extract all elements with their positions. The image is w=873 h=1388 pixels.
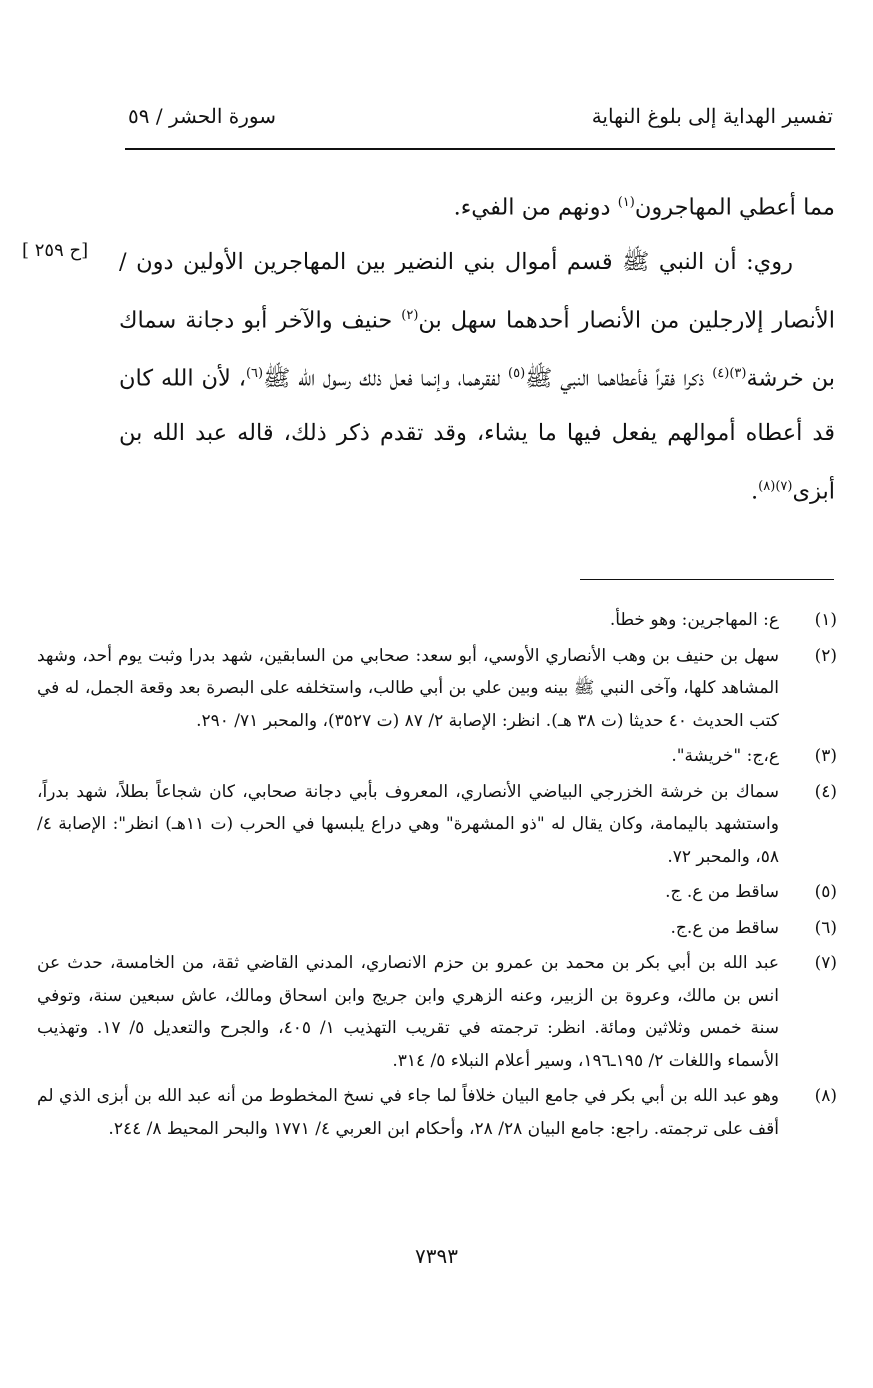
footnote-ref-2: (٢) <box>401 307 419 323</box>
footnote-item <box>37 776 837 874</box>
paragraph-1 <box>119 176 835 235</box>
text-run: ذكرا فقراً فأعطاهما النبي ﷺ <box>525 365 713 392</box>
text-run: ، لأن الله كان قد أعطاه أموالهم يفعل فيها ما يشاء، وقد تقدم ذكر ذلك، قاله عبد الله بن أبزى <box>119 365 835 504</box>
footnote-ref-8: (٨) <box>758 478 776 494</box>
footnote-number: (٨) <box>814 1086 837 1106</box>
text-run: مما أعطي المهاجرون <box>634 194 835 221</box>
footnote-text: سماك بن خرشة الخزرجي البياضي الأنصاري، المعروف بأبي دجانة صحابي، كان شجاعاً بطلاً، شهد بدراً، واستشهد باليمامة، وكان يقال له "ذو المشهرة" وهي دراع يلبسها في الحرب (ت ١١هـ) انظر": الإصابة ٤/ ٥٨، والمحبر ٧٢. <box>37 781 779 867</box>
footnote-number: (١) <box>814 610 837 630</box>
footnote-text: ساقط من ع. ج. <box>665 882 779 902</box>
footnote-text: ع،ج: "خريشة". <box>671 746 779 766</box>
footnote-item <box>37 740 837 773</box>
footnote-item <box>37 947 837 1077</box>
footnote-number: (٣) <box>814 746 837 766</box>
main-text <box>119 176 835 518</box>
footnote-number: (٦) <box>814 917 837 938</box>
text-run: لفقرهما، وإنما فعل ذلك رسول الله ﷺ <box>263 365 509 392</box>
footnote-number: (٧) <box>814 953 837 973</box>
footnote-ref-3: (٣) <box>729 366 747 381</box>
text-run: دونهم من الفيء. <box>453 194 618 221</box>
footnote-text: ساقط من ع.ج. <box>670 917 779 938</box>
text-run: حنيف والآخر أبو دجانة سماك بن خرشة <box>119 307 835 392</box>
footnote-item <box>37 912 837 945</box>
footnote-ref-4: (٤) <box>712 366 730 381</box>
footnotes-section <box>37 604 837 1148</box>
footnote-number: (٥) <box>814 882 837 902</box>
text-run: . <box>751 478 759 504</box>
paragraph-2 <box>119 235 835 519</box>
running-header-book-title: تفسير الهداية إلى بلوغ النهاية <box>591 104 833 128</box>
manuscript-margin-reference: [ح ٢٥٩ ] <box>22 240 89 261</box>
footnote-item <box>37 604 837 637</box>
text-run: روي: أن النبي ﷺ قسم أموال بني النضير بين المهاجرين الأولين دون / الأنصار إلارجلين من الأنصار أحدهما سهل بن <box>119 248 835 333</box>
footnote-ref-6: (٦) <box>245 366 264 381</box>
running-header-surah-page: سورة الحشر / ٥٩ <box>128 104 276 128</box>
footnote-text: ع: المهاجرين: وهو خطأ. <box>609 610 779 630</box>
footnote-item <box>37 640 837 738</box>
footnote-divider <box>580 579 834 580</box>
footnote-item <box>37 1080 837 1145</box>
page-number: ٧٣٩٣ <box>415 1244 458 1268</box>
footnote-number: (٤) <box>814 781 837 802</box>
footnote-text: عبد الله بن أبي بكر بن محمد بن عمرو بن حزم الانصاري، المدني القاضي ثقة، من الخامسة، حدث عن انس بن مالك، وعروة بن الزبير، وعنه الزهري وابن جريج وابن اسحاق ومالك، عاش سبعين سنة، وتوفي سنة خمس وثلاثين ومائة. انظر: ترجمته في تقريب التهذيب ١/ ٤٠٥، والجرح والتعديل ٥/ ١٧. وتهذيب الأسماء واللغات ٢/ ١٩٥ـ١٩٦، وسير أعلام النبلاء ٥/ ٣١٤. <box>37 953 779 1071</box>
footnote-item <box>37 876 837 909</box>
footnote-number: (٢) <box>814 645 837 666</box>
footnote-ref-5: (٥) <box>508 366 526 381</box>
footnote-text: سهل بن حنيف بن وهب الأنصاري الأوسي، أبو سعد: صحابي من السابقين، شهد بدرا وثبت يوم أحد، وشهد المشاهد كلها، وآخى النبي ﷺ بينه وبين علي بن أبي طالب، واستخلفه على البصرة بعد وقعة الجمل، له في كتب الحديث ٤٠ حديثا (ت ٣٨ هـ). انظر: الإصابة ٢/ ٨٧ (ت ٣٥٢٧)، والمحبر ٧١/ ٢٩٠. <box>37 645 779 731</box>
header-divider <box>125 148 835 150</box>
footnote-ref-7: (٧) <box>775 478 793 494</box>
footnote-text: وهو عبد الله بن أبي بكر في جامع البيان خلافاً لما جاء في نسخ المخطوط من أنه عبد الله بن أبزى الذي لم أقف على ترجمته. راجع: جامع البيان ٢٨/ ٢٨، وأحكام ابن العربي ٤/ ١٧٧١ والبحر المحيط ٨/ ٢٤٤. <box>37 1086 779 1139</box>
footnote-ref-1: (١) <box>617 195 635 210</box>
